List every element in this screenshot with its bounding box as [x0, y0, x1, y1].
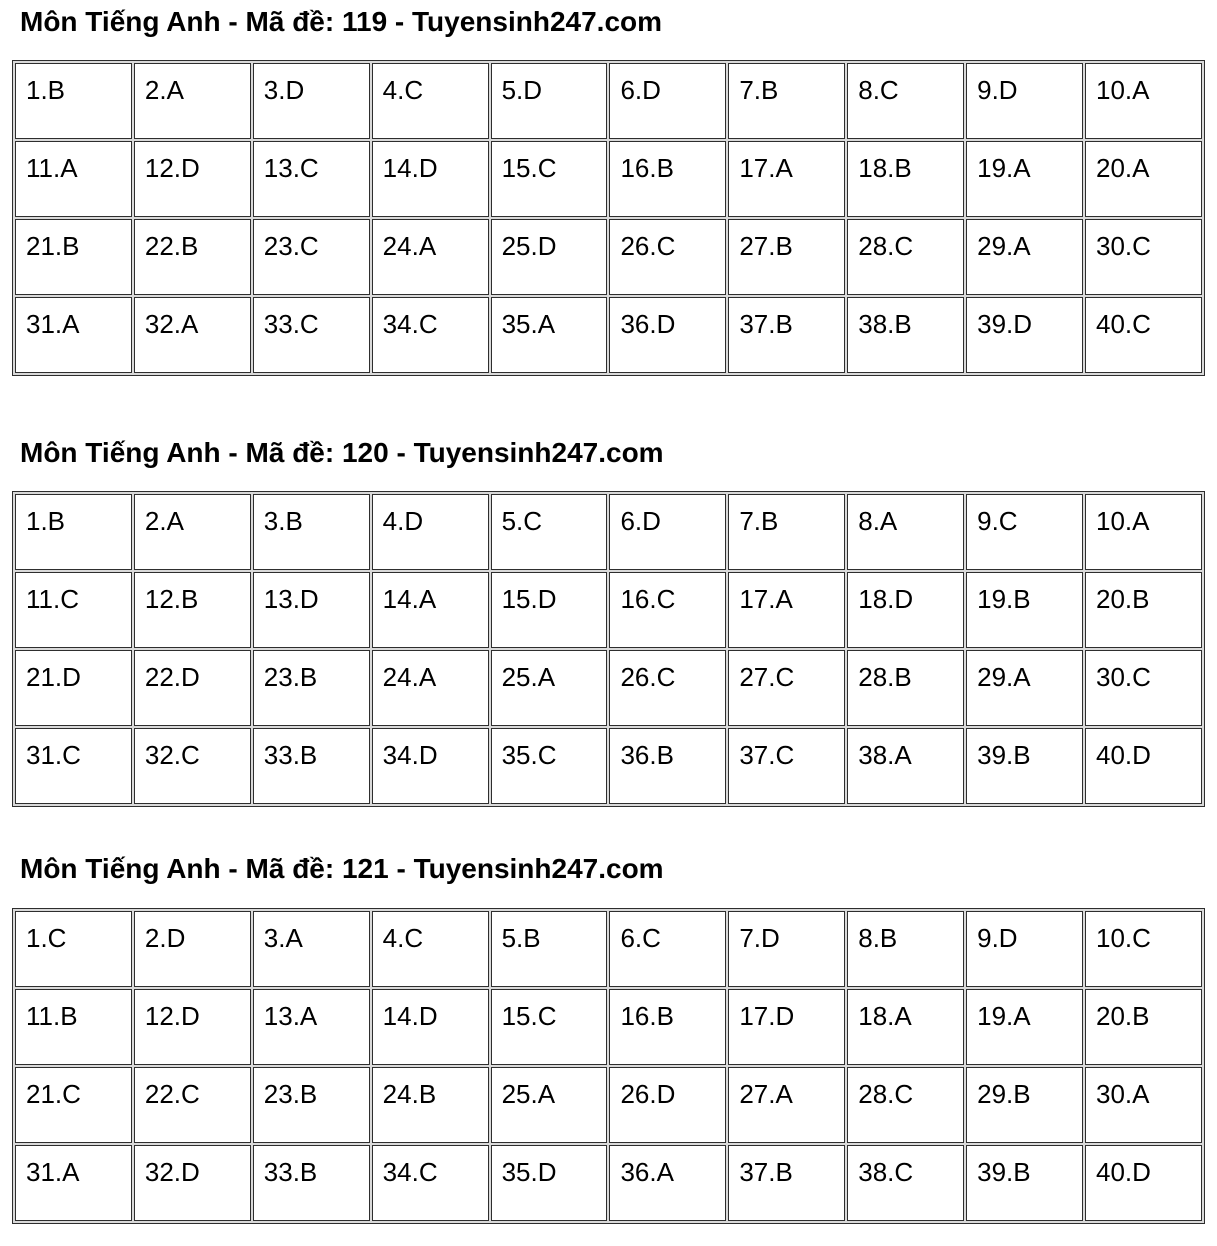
answer-cell: 32.C — [134, 728, 251, 804]
section-title: Môn Tiếng Anh - Mã đề: 121 - Tuyensinh247.com — [20, 853, 664, 885]
answer-cell: 39.B — [966, 1145, 1083, 1221]
sections-container — [12, 6, 1217, 1224]
answer-cell: 1.B — [15, 494, 132, 570]
answer-cell: 39.B — [966, 728, 1083, 804]
answer-cell: 14.A — [372, 572, 489, 648]
answer-cell: 26.D — [609, 1067, 726, 1143]
answer-cell: 5.D — [491, 63, 608, 139]
answer-cell: 36.B — [609, 728, 726, 804]
answer-cell: 6.D — [609, 63, 726, 139]
answer-cell: 24.A — [372, 650, 489, 726]
answer-cell: 1.C — [15, 911, 132, 987]
answer-cell: 13.C — [253, 141, 370, 217]
answer-cell: 23.C — [253, 219, 370, 295]
answer-row — [15, 1067, 1202, 1143]
answer-cell: 18.A — [847, 989, 964, 1065]
answer-cell: 38.C — [847, 1145, 964, 1221]
answer-cell: 4.C — [372, 63, 489, 139]
answer-cell: 7.B — [728, 63, 845, 139]
answer-row — [15, 728, 1202, 804]
answer-cell: 2.D — [134, 911, 251, 987]
answer-cell: 6.D — [609, 494, 726, 570]
answer-table-body — [15, 494, 1202, 804]
answer-cell: 28.C — [847, 219, 964, 295]
answer-row — [15, 219, 1202, 295]
answer-cell: 12.D — [134, 989, 251, 1065]
answer-cell: 2.A — [134, 63, 251, 139]
answer-cell: 17.D — [728, 989, 845, 1065]
answer-cell: 17.A — [728, 572, 845, 648]
answer-cell: 18.B — [847, 141, 964, 217]
answer-cell: 8.A — [847, 494, 964, 570]
answer-cell: 32.A — [134, 297, 251, 373]
answer-row — [15, 911, 1202, 987]
answer-cell: 33.B — [253, 1145, 370, 1221]
answer-cell: 32.D — [134, 1145, 251, 1221]
answer-cell: 28.B — [847, 650, 964, 726]
answer-cell: 27.A — [728, 1067, 845, 1143]
answer-cell: 19.A — [966, 989, 1083, 1065]
answer-cell: 35.C — [491, 728, 608, 804]
answer-cell: 31.A — [15, 1145, 132, 1221]
answer-key-section — [12, 853, 1217, 1223]
answer-cell: 29.A — [966, 219, 1083, 295]
answer-cell: 34.C — [372, 1145, 489, 1221]
answer-cell: 29.B — [966, 1067, 1083, 1143]
answer-cell: 3.B — [253, 494, 370, 570]
answer-cell: 26.C — [609, 650, 726, 726]
answer-cell: 20.B — [1085, 572, 1202, 648]
answer-cell: 34.C — [372, 297, 489, 373]
answer-row — [15, 650, 1202, 726]
answer-cell: 13.A — [253, 989, 370, 1065]
answer-cell: 21.D — [15, 650, 132, 726]
answer-cell: 22.B — [134, 219, 251, 295]
answer-row — [15, 297, 1202, 373]
answer-cell: 31.A — [15, 297, 132, 373]
answer-row — [15, 1145, 1202, 1221]
answer-cell: 38.B — [847, 297, 964, 373]
answer-cell: 14.D — [372, 989, 489, 1065]
answer-cell: 5.C — [491, 494, 608, 570]
answer-cell: 12.B — [134, 572, 251, 648]
answer-cell: 16.B — [609, 141, 726, 217]
answer-row — [15, 141, 1202, 217]
answer-key-section — [12, 437, 1217, 807]
answer-cell: 11.A — [15, 141, 132, 217]
answer-cell: 3.A — [253, 911, 370, 987]
answer-cell: 15.C — [491, 989, 608, 1065]
answer-cell: 36.A — [609, 1145, 726, 1221]
answer-row — [15, 494, 1202, 570]
answer-cell: 4.D — [372, 494, 489, 570]
answer-table — [12, 60, 1205, 376]
answer-table-body — [15, 63, 1202, 373]
answer-cell: 9.D — [966, 63, 1083, 139]
answer-cell: 11.C — [15, 572, 132, 648]
answer-cell: 29.A — [966, 650, 1083, 726]
answer-cell: 20.A — [1085, 141, 1202, 217]
answer-cell: 40.C — [1085, 297, 1202, 373]
answer-cell: 27.C — [728, 650, 845, 726]
answer-row — [15, 63, 1202, 139]
answer-cell: 30.C — [1085, 219, 1202, 295]
answer-cell: 40.D — [1085, 728, 1202, 804]
answer-cell: 24.A — [372, 219, 489, 295]
section-title: Môn Tiếng Anh - Mã đề: 120 - Tuyensinh247.com — [20, 437, 664, 469]
answer-cell: 4.C — [372, 911, 489, 987]
answer-row — [15, 989, 1202, 1065]
answer-cell: 5.B — [491, 911, 608, 987]
answer-cell: 34.D — [372, 728, 489, 804]
answer-cell: 9.C — [966, 494, 1083, 570]
answer-cell: 30.C — [1085, 650, 1202, 726]
answer-cell: 35.D — [491, 1145, 608, 1221]
answer-cell: 21.C — [15, 1067, 132, 1143]
answer-cell: 17.A — [728, 141, 845, 217]
answer-cell: 7.B — [728, 494, 845, 570]
answer-cell: 30.A — [1085, 1067, 1202, 1143]
answer-cell: 7.D — [728, 911, 845, 987]
section-title: Môn Tiếng Anh - Mã đề: 119 - Tuyensinh247.com — [20, 6, 663, 37]
answer-cell: 25.A — [491, 650, 608, 726]
answer-cell: 9.D — [966, 911, 1083, 987]
answer-cell: 8.B — [847, 911, 964, 987]
answer-cell: 35.A — [491, 297, 608, 373]
answer-cell: 23.B — [253, 1067, 370, 1143]
answer-table — [12, 491, 1205, 807]
answer-cell: 37.B — [728, 1145, 845, 1221]
answer-cell: 22.C — [134, 1067, 251, 1143]
answer-cell: 25.A — [491, 1067, 608, 1143]
answer-cell: 2.A — [134, 494, 251, 570]
answer-cell: 1.B — [15, 63, 132, 139]
answer-cell: 15.C — [491, 141, 608, 217]
answer-cell: 26.C — [609, 219, 726, 295]
answer-cell: 24.B — [372, 1067, 489, 1143]
answer-table — [12, 908, 1205, 1224]
answer-cell: 11.B — [15, 989, 132, 1065]
answer-cell: 19.A — [966, 141, 1083, 217]
answer-cell: 39.D — [966, 297, 1083, 373]
answer-cell: 31.C — [15, 728, 132, 804]
answer-table-body — [15, 911, 1202, 1221]
answer-cell: 13.D — [253, 572, 370, 648]
answer-cell: 10.A — [1085, 63, 1202, 139]
answer-cell: 33.B — [253, 728, 370, 804]
answer-cell: 16.C — [609, 572, 726, 648]
answer-cell: 3.D — [253, 63, 370, 139]
answer-cell: 10.C — [1085, 911, 1202, 987]
answer-cell: 8.C — [847, 63, 964, 139]
answer-cell: 20.B — [1085, 989, 1202, 1065]
answer-cell: 33.C — [253, 297, 370, 373]
answer-cell: 6.C — [609, 911, 726, 987]
answer-cell: 22.D — [134, 650, 251, 726]
answer-cell: 36.D — [609, 297, 726, 373]
answer-cell: 15.D — [491, 572, 608, 648]
answer-cell: 37.B — [728, 297, 845, 373]
answer-cell: 10.A — [1085, 494, 1202, 570]
answer-cell: 12.D — [134, 141, 251, 217]
answer-cell: 14.D — [372, 141, 489, 217]
answer-cell: 38.A — [847, 728, 964, 804]
answer-cell: 19.B — [966, 572, 1083, 648]
answer-cell: 16.B — [609, 989, 726, 1065]
answer-cell: 27.B — [728, 219, 845, 295]
answer-cell: 18.D — [847, 572, 964, 648]
answer-cell: 40.D — [1085, 1145, 1202, 1221]
answer-key-section — [12, 6, 1217, 376]
answer-row — [15, 572, 1202, 648]
answer-cell: 23.B — [253, 650, 370, 726]
answer-cell: 28.C — [847, 1067, 964, 1143]
answer-cell: 37.C — [728, 728, 845, 804]
answer-cell: 21.B — [15, 219, 132, 295]
answer-cell: 25.D — [491, 219, 608, 295]
